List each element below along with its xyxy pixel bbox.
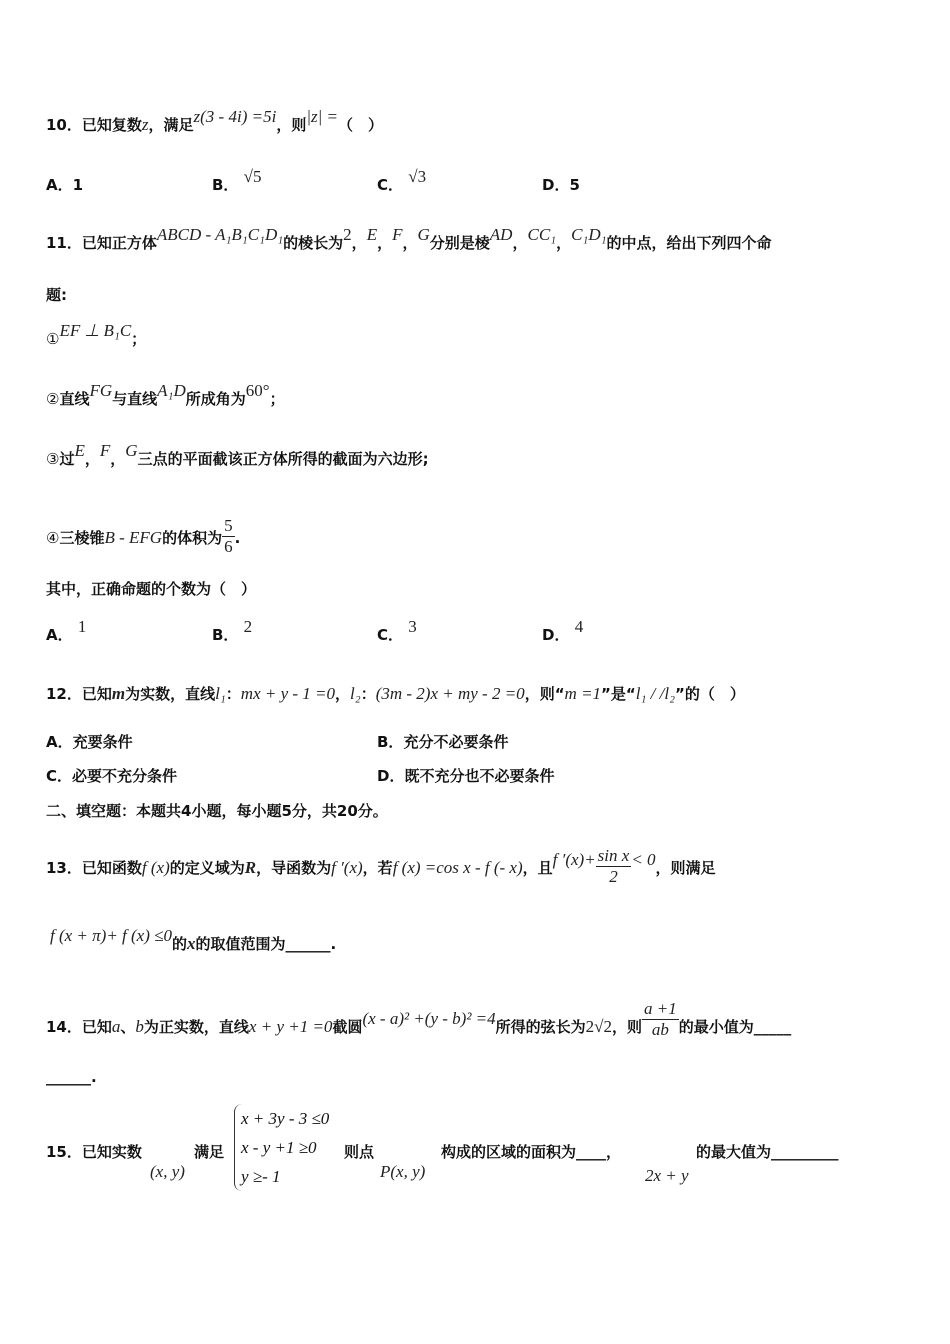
q12-option-a bbox=[46, 731, 133, 752]
q14-chord: 2√2 bbox=[585, 1017, 613, 1036]
q14-blank: _____ bbox=[753, 1018, 792, 1036]
q11-option-a bbox=[46, 617, 87, 645]
circle-3: ③ bbox=[46, 450, 60, 468]
text: 已知 bbox=[81, 685, 112, 703]
text: 为正实数，直线 bbox=[143, 1018, 249, 1036]
punct: 、 bbox=[120, 1018, 136, 1036]
text: 三点的平面截该正方体所得的截面为六边形; bbox=[137, 450, 429, 468]
q15-ineq-1: x + 3y - 3 ≤0 bbox=[241, 1109, 330, 1128]
section-heading: 二、填空题：本题共4小题，每小题5分，共20分。 bbox=[46, 802, 388, 820]
q14-stem-cont bbox=[46, 1068, 97, 1086]
q11-g: G bbox=[417, 225, 430, 244]
numerator: sin x bbox=[597, 846, 630, 865]
option-label: D． bbox=[377, 767, 405, 785]
q15-stem-a bbox=[46, 1141, 142, 1162]
text: ，导函数为 bbox=[256, 859, 332, 877]
q14-b: b bbox=[135, 1017, 144, 1036]
point-g: G bbox=[125, 441, 138, 460]
q15-stem-e bbox=[696, 1141, 839, 1162]
sep: ， bbox=[556, 234, 572, 252]
point-f: F bbox=[99, 441, 111, 460]
q13-stem-cont bbox=[50, 926, 337, 954]
punct: ： bbox=[360, 685, 376, 703]
q15-xy: (x, y) bbox=[150, 1162, 185, 1181]
q13-fpx: f ′(x) bbox=[331, 858, 363, 877]
q14-fraction bbox=[642, 999, 679, 1040]
statement-math: FG bbox=[89, 381, 113, 400]
q15-system bbox=[234, 1104, 329, 1191]
option-label: B． bbox=[212, 626, 239, 644]
q15-stem-d bbox=[441, 1141, 621, 1162]
text: 的体积为 bbox=[162, 529, 223, 547]
q10-abs-z: |z| = bbox=[306, 107, 339, 126]
q11-edge: 2 bbox=[343, 225, 352, 244]
q15-number: 15． bbox=[46, 1143, 82, 1161]
text: ”是“ bbox=[601, 685, 636, 703]
option-label: C． bbox=[377, 176, 404, 194]
q12-parallel: l₁ / /l₂ bbox=[635, 684, 675, 703]
option-label: A． bbox=[46, 733, 73, 751]
q13-stem bbox=[46, 848, 716, 889]
q11-option-c bbox=[377, 617, 417, 645]
q13-ineq: < 0 bbox=[631, 850, 656, 869]
q12-l2-eq: (3m - 2)x + my - 2 =0 bbox=[375, 684, 525, 703]
option-value: 充要条件 bbox=[72, 733, 133, 751]
statement-math: EF ⊥ B₁C bbox=[59, 321, 132, 340]
q14-number: 14． bbox=[46, 1018, 82, 1036]
punct: ， bbox=[606, 1143, 622, 1161]
q13-fraction bbox=[596, 846, 632, 887]
option-label: B． bbox=[377, 733, 404, 751]
punct: ， bbox=[335, 685, 351, 703]
q11-stem bbox=[46, 225, 772, 253]
q12-l1: l₁ bbox=[215, 684, 226, 703]
option-value: 4 bbox=[574, 617, 584, 636]
option-value: 必要不充分条件 bbox=[72, 767, 178, 785]
q15-ineq-2: x - y +1 ≥0 bbox=[241, 1138, 317, 1157]
text: ，则“ bbox=[524, 685, 565, 703]
text: 满足 bbox=[194, 1143, 225, 1161]
q11-cc1: CC₁ bbox=[527, 225, 557, 244]
sep: ， bbox=[512, 234, 528, 252]
q14-line: x + y +1 =0 bbox=[248, 1017, 333, 1036]
q15-ineq-3: y ≥- 1 bbox=[241, 1167, 281, 1186]
q11-text: 的中点，给出下列四个命 bbox=[606, 234, 772, 252]
q12-l1-eq: mx + y - 1 =0 bbox=[240, 684, 336, 703]
q11-option-d bbox=[542, 617, 584, 645]
q10-paren: （ ） bbox=[338, 116, 384, 134]
q13-x: x bbox=[187, 934, 196, 953]
point-e: E bbox=[74, 441, 85, 460]
q10-stem bbox=[46, 107, 384, 135]
text: 所得的弦长为 bbox=[495, 1018, 586, 1036]
punct: . bbox=[234, 529, 241, 547]
q13-ineq: f ′(x)+ bbox=[552, 850, 596, 869]
punct: ； bbox=[131, 330, 147, 348]
text: 的 bbox=[171, 935, 187, 953]
denominator: ab bbox=[651, 1020, 669, 1039]
q13-inequality: f (x + π)+ f (x) ≤0 bbox=[50, 926, 172, 945]
q13-equation: f (x) =cos x - f (- x) bbox=[392, 858, 523, 877]
q14-circle: (x - a)² +(y - b)² =4 bbox=[362, 1009, 496, 1028]
q10-option-c bbox=[377, 167, 427, 195]
punct: . bbox=[330, 935, 337, 953]
text: 的最小值为 bbox=[678, 1018, 754, 1036]
q12-m: m bbox=[111, 684, 126, 703]
option-label: D． bbox=[542, 176, 570, 194]
text: 与直线 bbox=[112, 390, 158, 408]
q11-statement-2 bbox=[46, 381, 285, 409]
option-label: B． bbox=[212, 176, 239, 194]
q12-option-c bbox=[46, 765, 177, 786]
q15-stem-c bbox=[344, 1141, 374, 1162]
q12-cond: m =1 bbox=[564, 684, 602, 703]
text: ，若 bbox=[362, 859, 393, 877]
q11-stem-cont bbox=[46, 284, 67, 305]
q13-R: R bbox=[244, 858, 257, 877]
q11-text: 分别是棱 bbox=[429, 234, 490, 252]
q15-stem-b bbox=[194, 1141, 224, 1162]
option-value: 1 bbox=[72, 176, 84, 194]
circle-1: ① bbox=[46, 330, 60, 348]
q14-blank: ______ bbox=[46, 1068, 91, 1086]
numerator: a +1 bbox=[644, 999, 677, 1018]
circle-2: ② bbox=[46, 390, 60, 408]
text: 过 bbox=[59, 450, 75, 468]
option-value: 充分不必要条件 bbox=[403, 733, 509, 751]
text: ”的（ ） bbox=[674, 685, 745, 703]
q10-option-b bbox=[212, 167, 262, 195]
q10-z: z bbox=[141, 115, 149, 134]
option-value: 既不充分也不必要条件 bbox=[404, 767, 555, 785]
option-label: A． bbox=[46, 176, 73, 194]
q15-blank: ____ bbox=[576, 1143, 607, 1161]
option-value: 2 bbox=[243, 617, 253, 636]
q11-c1d1: C₁D₁ bbox=[571, 225, 607, 244]
sep: ， bbox=[351, 234, 367, 252]
text: 的取值范围为 bbox=[195, 935, 286, 953]
punct: ； bbox=[269, 390, 285, 408]
circle-4: ④ bbox=[46, 529, 60, 547]
option-label: C． bbox=[46, 767, 73, 785]
q14-stem bbox=[46, 999, 792, 1048]
q11-f: F bbox=[392, 225, 403, 244]
q10-text: ，满足 bbox=[148, 116, 194, 134]
sep: ， bbox=[377, 234, 393, 252]
q10-equation: z(3 - 4i) =5i bbox=[193, 107, 277, 126]
text: 其中，正确命题的个数为（ ） bbox=[46, 580, 257, 598]
q10-option-d bbox=[542, 174, 580, 195]
punct: . bbox=[91, 1068, 97, 1086]
statement-math: A₁D bbox=[157, 381, 186, 400]
q12-number: 12． bbox=[46, 685, 82, 703]
statement-math: B - EFG bbox=[104, 528, 163, 547]
q12-option-d bbox=[377, 765, 554, 786]
q11-text: 题: bbox=[46, 286, 67, 304]
denominator: 2 bbox=[609, 867, 618, 886]
q13-number: 13． bbox=[46, 859, 82, 877]
text: 为实数，直线 bbox=[125, 685, 216, 703]
sep: ， bbox=[110, 450, 126, 468]
q15-pxy: P(x, y) bbox=[380, 1162, 426, 1181]
text: 则点 bbox=[344, 1143, 375, 1161]
q11-ask bbox=[46, 578, 256, 599]
text: 的定义域为 bbox=[169, 859, 245, 877]
q11-ad: AD bbox=[489, 225, 513, 244]
q11-statement-4 bbox=[46, 518, 240, 559]
q11-cube: ABCD - A₁B₁C₁D₁ bbox=[156, 225, 284, 244]
text: ，则 bbox=[612, 1018, 643, 1036]
text: 的最大值为 bbox=[696, 1143, 772, 1161]
numerator: 5 bbox=[224, 516, 233, 535]
volume-fraction bbox=[222, 516, 235, 557]
q11-text: 已知正方体 bbox=[81, 234, 157, 252]
text: 截圆 bbox=[332, 1018, 363, 1036]
text: 构成的区域的面积为 bbox=[441, 1143, 577, 1161]
text: 已知函数 bbox=[81, 859, 142, 877]
denominator: 6 bbox=[224, 537, 233, 556]
text: 所成角为 bbox=[185, 390, 246, 408]
option-label: A． bbox=[46, 626, 73, 644]
text: ，且 bbox=[522, 859, 553, 877]
q13-fx: f (x) bbox=[141, 858, 170, 877]
text: 已知实数 bbox=[81, 1143, 142, 1161]
text: ，则满足 bbox=[655, 859, 716, 877]
q15-blank: _________ bbox=[771, 1143, 839, 1161]
q11-statement-1 bbox=[46, 321, 147, 349]
text: 直线 bbox=[59, 390, 90, 408]
q10-text: 已知复数 bbox=[81, 116, 142, 134]
q11-e: E bbox=[366, 225, 378, 244]
q11-option-b bbox=[212, 617, 253, 645]
option-value: 3 bbox=[408, 617, 417, 636]
q12-stem bbox=[46, 683, 745, 704]
option-label: C． bbox=[377, 626, 404, 644]
q15-expr: 2x + y bbox=[645, 1166, 689, 1185]
angle: 60° bbox=[245, 381, 270, 400]
q12-option-b bbox=[377, 731, 508, 752]
q11-statement-3 bbox=[46, 441, 429, 469]
q10-text: ，则 bbox=[276, 116, 307, 134]
sep: ， bbox=[84, 450, 100, 468]
option-value: 1 bbox=[77, 617, 87, 636]
q11-number: 11． bbox=[46, 234, 82, 252]
option-value: √5 bbox=[243, 167, 262, 186]
option-value: 5 bbox=[569, 176, 580, 194]
option-label: D． bbox=[542, 626, 570, 644]
option-value: √3 bbox=[408, 167, 427, 186]
sep: ， bbox=[402, 234, 418, 252]
q10-option-a bbox=[46, 174, 83, 195]
q11-text: 的棱长为 bbox=[283, 234, 344, 252]
q12-l2: l₂ bbox=[350, 684, 361, 703]
q14-a: a bbox=[111, 1017, 121, 1036]
text: 三棱锥 bbox=[59, 529, 105, 547]
q13-blank: ______ bbox=[285, 935, 331, 953]
text: 已知 bbox=[81, 1018, 112, 1036]
q10-number: 10． bbox=[46, 116, 82, 134]
punct: ： bbox=[225, 685, 241, 703]
